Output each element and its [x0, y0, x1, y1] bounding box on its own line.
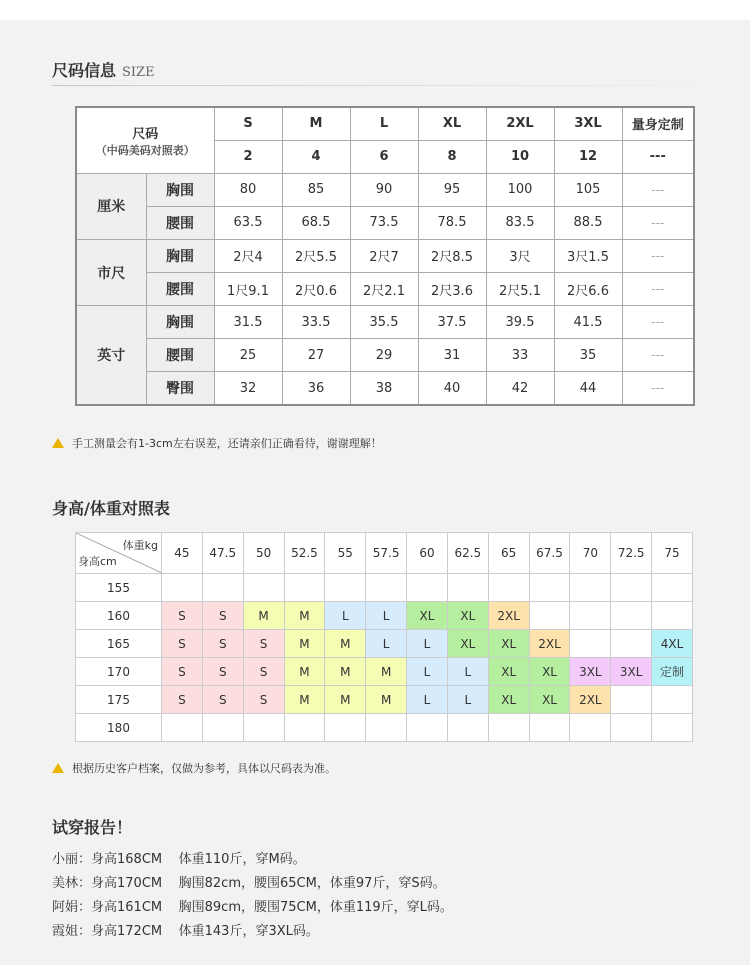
measure-value: 29 — [350, 339, 418, 372]
size-recommendation-cell: S — [243, 630, 284, 658]
report-name: 小丽：身高168CM — [52, 852, 163, 867]
size-recommendation-cell: M — [284, 686, 325, 714]
size-recommendation-cell — [488, 714, 529, 742]
measure-value: 42 — [486, 372, 554, 405]
report-detail: 胸围89cm，腰围75CM，体重119斤，穿L码。 — [178, 900, 453, 915]
height-row — [76, 714, 693, 742]
weight-value: 57.5 — [366, 533, 407, 574]
measure-value: 68.5 — [282, 206, 350, 239]
measure-row — [76, 206, 694, 239]
measure-row — [76, 173, 694, 206]
weight-axis-label: 体重kg — [122, 539, 158, 552]
size-recommendation-cell: S — [243, 686, 284, 714]
height-value: 160 — [76, 602, 162, 630]
measure-value: 1尺9.1 — [214, 273, 282, 306]
size-recommendation-cell — [611, 686, 652, 714]
size-label: 3XL — [554, 107, 622, 140]
size-title-text: 尺码信息 — [52, 61, 117, 80]
size-recommendation-cell — [366, 714, 407, 742]
report-name: 美林：身高170CM — [52, 876, 163, 891]
size-recommendation-cell: M — [284, 602, 325, 630]
size-recommendation-cell — [284, 714, 325, 742]
height-row — [76, 658, 693, 686]
measure-value: 25 — [214, 339, 282, 372]
size-recommendation-cell — [243, 714, 284, 742]
hw-note — [52, 760, 336, 776]
measure-value: 33 — [486, 339, 554, 372]
measure-value: 36 — [282, 372, 350, 405]
us-code: --- — [622, 140, 694, 173]
weight-value: 72.5 — [611, 533, 652, 574]
size-recommendation-cell: XL — [447, 602, 488, 630]
size-recommendation-cell: 定制 — [652, 658, 693, 686]
report-line — [52, 896, 453, 915]
size-recommendation-cell: L — [447, 658, 488, 686]
us-code: 12 — [554, 140, 622, 173]
corner-cell — [76, 533, 162, 574]
size-recommendation-cell — [652, 574, 693, 602]
measure-row — [76, 339, 694, 372]
measure-label: 腰围 — [146, 339, 214, 372]
size-recommendation-cell: M — [325, 686, 366, 714]
us-code: 10 — [486, 140, 554, 173]
measure-value: 90 — [350, 173, 418, 206]
unit-group-label: 市尺 — [76, 239, 146, 305]
size-recommendation-cell — [570, 602, 611, 630]
measure-value: 2尺6.6 — [554, 273, 622, 306]
size-header-row — [76, 107, 694, 140]
size-recommendation-cell — [162, 714, 203, 742]
size-recommendation-cell — [366, 574, 407, 602]
size-label: M — [282, 107, 350, 140]
size-recommendation-cell: M — [366, 658, 407, 686]
size-header-sublabel: （中码美码对照表） — [95, 143, 195, 157]
measure-value: --- — [622, 306, 694, 339]
size-recommendation-cell — [529, 602, 570, 630]
measure-label: 腰围 — [146, 273, 214, 306]
measure-value: 2尺5.5 — [282, 239, 350, 272]
size-recommendation-cell: L — [366, 630, 407, 658]
weight-value: 70 — [570, 533, 611, 574]
height-weight-table — [75, 532, 693, 742]
report-name: 霞姐：身高172CM — [52, 924, 163, 939]
report-line — [52, 920, 319, 939]
size-recommendation-cell: XL — [488, 658, 529, 686]
size-recommendation-cell: XL — [529, 658, 570, 686]
measure-value: --- — [622, 273, 694, 306]
measure-value: 3尺1.5 — [554, 239, 622, 272]
measure-value: 3尺 — [486, 239, 554, 272]
size-recommendation-cell: 4XL — [652, 630, 693, 658]
measure-label: 胸围 — [146, 239, 214, 272]
measure-value: --- — [622, 339, 694, 372]
measure-value: 40 — [418, 372, 486, 405]
measure-value: 2尺3.6 — [418, 273, 486, 306]
us-code: 4 — [282, 140, 350, 173]
size-recommendation-cell: S — [162, 630, 203, 658]
measure-label: 胸围 — [146, 173, 214, 206]
weight-value: 52.5 — [284, 533, 325, 574]
measure-value: 35.5 — [350, 306, 418, 339]
height-value: 175 — [76, 686, 162, 714]
weight-value: 47.5 — [202, 533, 243, 574]
size-recommendation-cell — [529, 714, 570, 742]
size-title-en: SIZE — [122, 65, 155, 80]
height-value: 165 — [76, 630, 162, 658]
size-recommendation-cell — [447, 574, 488, 602]
report-name: 阿娟：身高161CM — [52, 900, 163, 915]
size-recommendation-cell: S — [162, 686, 203, 714]
size-recommendation-cell — [652, 602, 693, 630]
height-row — [76, 574, 693, 602]
report-line — [52, 872, 446, 891]
size-recommendation-cell — [447, 714, 488, 742]
weight-value: 75 — [652, 533, 693, 574]
size-recommendation-cell: S — [202, 602, 243, 630]
size-recommendation-cell: M — [243, 602, 284, 630]
size-recommendation-cell: L — [407, 686, 448, 714]
measure-value: 41.5 — [554, 306, 622, 339]
measure-value: 63.5 — [214, 206, 282, 239]
measure-value: 2尺8.5 — [418, 239, 486, 272]
measure-value: 44 — [554, 372, 622, 405]
size-recommendation-cell: M — [366, 686, 407, 714]
height-row — [76, 686, 693, 714]
size-recommendation-cell: S — [243, 658, 284, 686]
size-recommendation-cell — [611, 630, 652, 658]
measure-value: 73.5 — [350, 206, 418, 239]
size-recommendation-cell — [652, 714, 693, 742]
measure-label: 臀围 — [146, 372, 214, 405]
size-recommendation-cell: L — [407, 658, 448, 686]
size-recommendation-cell: 3XL — [611, 658, 652, 686]
height-value: 155 — [76, 574, 162, 602]
measure-value: 38 — [350, 372, 418, 405]
size-recommendation-cell — [202, 714, 243, 742]
size-recommendation-cell — [407, 714, 448, 742]
weight-header-row — [76, 533, 693, 574]
title-divider — [52, 85, 742, 86]
size-note — [52, 435, 382, 451]
measure-value: 35 — [554, 339, 622, 372]
weight-value: 45 — [162, 533, 203, 574]
height-value: 170 — [76, 658, 162, 686]
size-recommendation-cell — [570, 714, 611, 742]
weight-value: 60 — [407, 533, 448, 574]
size-recommendation-cell: L — [366, 602, 407, 630]
report-section-title: 试穿报告！ — [52, 818, 133, 837]
measure-value: 105 — [554, 173, 622, 206]
size-recommendation-cell — [202, 574, 243, 602]
size-recommendation-cell: S — [202, 658, 243, 686]
measure-value: 32 — [214, 372, 282, 405]
size-recommendation-cell: S — [202, 686, 243, 714]
size-recommendation-cell — [243, 574, 284, 602]
measure-value: 80 — [214, 173, 282, 206]
size-recommendation-cell — [611, 714, 652, 742]
unit-group-label: 英寸 — [76, 306, 146, 405]
weight-value: 50 — [243, 533, 284, 574]
size-recommendation-cell: M — [325, 630, 366, 658]
size-recommendation-cell: XL — [407, 602, 448, 630]
warning-icon — [52, 438, 64, 448]
size-recommendation-cell: M — [284, 630, 325, 658]
measure-value: 85 — [282, 173, 350, 206]
measure-label: 胸围 — [146, 306, 214, 339]
measure-value: 83.5 — [486, 206, 554, 239]
size-header-label: 尺码 — [132, 126, 159, 142]
report-detail: 体重143斤，穿3XL码。 — [178, 924, 319, 939]
size-header-cell — [76, 107, 214, 173]
size-recommendation-cell — [488, 574, 529, 602]
size-recommendation-cell: L — [407, 630, 448, 658]
weight-value: 67.5 — [529, 533, 570, 574]
measure-value: 95 — [418, 173, 486, 206]
size-recommendation-cell: S — [202, 630, 243, 658]
measure-value: 33.5 — [282, 306, 350, 339]
size-recommendation-cell: M — [325, 658, 366, 686]
size-recommendation-cell: L — [447, 686, 488, 714]
measure-row — [76, 273, 694, 306]
size-label: 量身定制 — [622, 107, 694, 140]
measure-row — [76, 306, 694, 339]
measure-row — [76, 239, 694, 272]
measure-value: 27 — [282, 339, 350, 372]
size-chart-table — [75, 106, 695, 406]
size-recommendation-cell: L — [325, 602, 366, 630]
size-recommendation-cell: S — [162, 658, 203, 686]
height-axis-label: 身高cm — [78, 555, 117, 568]
measure-value: 78.5 — [418, 206, 486, 239]
measure-value: 31.5 — [214, 306, 282, 339]
size-section-title — [52, 58, 155, 81]
measure-value: 2尺4 — [214, 239, 282, 272]
measure-value: --- — [622, 206, 694, 239]
size-recommendation-cell: 2XL — [529, 630, 570, 658]
size-recommendation-cell: M — [284, 658, 325, 686]
size-recommendation-cell: 2XL — [570, 686, 611, 714]
weight-value: 55 — [325, 533, 366, 574]
measure-value: 88.5 — [554, 206, 622, 239]
hw-note-text: 根据历史客户档案，仅做为参考，具体以尺码表为准。 — [72, 762, 336, 775]
size-recommendation-cell: 3XL — [570, 658, 611, 686]
measure-label: 腰围 — [146, 206, 214, 239]
size-recommendation-cell — [162, 574, 203, 602]
size-recommendation-cell: S — [162, 602, 203, 630]
size-recommendation-cell — [570, 630, 611, 658]
us-code: 8 — [418, 140, 486, 173]
weight-value: 65 — [488, 533, 529, 574]
size-recommendation-cell: XL — [488, 686, 529, 714]
size-recommendation-cell — [652, 686, 693, 714]
height-row — [76, 630, 693, 658]
measure-value: 2尺7 — [350, 239, 418, 272]
measure-value: 39.5 — [486, 306, 554, 339]
measure-value: --- — [622, 173, 694, 206]
measure-value: 100 — [486, 173, 554, 206]
measure-value: 2尺0.6 — [282, 273, 350, 306]
size-recommendation-cell — [611, 574, 652, 602]
measure-value: --- — [622, 372, 694, 405]
us-code: 2 — [214, 140, 282, 173]
size-label: XL — [418, 107, 486, 140]
size-recommendation-cell — [325, 574, 366, 602]
measure-value: 2尺2.1 — [350, 273, 418, 306]
report-line — [52, 848, 306, 867]
size-label: S — [214, 107, 282, 140]
size-recommendation-cell — [284, 574, 325, 602]
height-value: 180 — [76, 714, 162, 742]
measure-value: 31 — [418, 339, 486, 372]
report-detail: 体重110斤，穿M码。 — [178, 852, 306, 867]
measure-row — [76, 372, 694, 405]
unit-group-label: 厘米 — [76, 173, 146, 239]
size-recommendation-cell: XL — [529, 686, 570, 714]
size-label: L — [350, 107, 418, 140]
size-recommendation-cell: XL — [447, 630, 488, 658]
size-recommendation-cell — [325, 714, 366, 742]
warning-icon — [52, 763, 64, 773]
size-recommendation-cell — [570, 574, 611, 602]
height-row — [76, 602, 693, 630]
size-label: 2XL — [486, 107, 554, 140]
measure-value: --- — [622, 239, 694, 272]
report-detail: 胸围82cm，腰围65CM，体重97斤，穿S码。 — [178, 876, 446, 891]
size-note-text: 手工测量会有1-3cm左右误差，还请亲们正确看待，谢谢理解！ — [72, 437, 382, 450]
measure-value: 2尺5.1 — [486, 273, 554, 306]
size-recommendation-cell — [611, 602, 652, 630]
hw-section-title: 身高/体重对照表 — [52, 499, 170, 518]
size-recommendation-cell — [529, 574, 570, 602]
size-recommendation-cell — [407, 574, 448, 602]
size-recommendation-cell: XL — [488, 630, 529, 658]
weight-value: 62.5 — [447, 533, 488, 574]
size-recommendation-cell: 2XL — [488, 602, 529, 630]
us-code: 6 — [350, 140, 418, 173]
measure-value: 37.5 — [418, 306, 486, 339]
